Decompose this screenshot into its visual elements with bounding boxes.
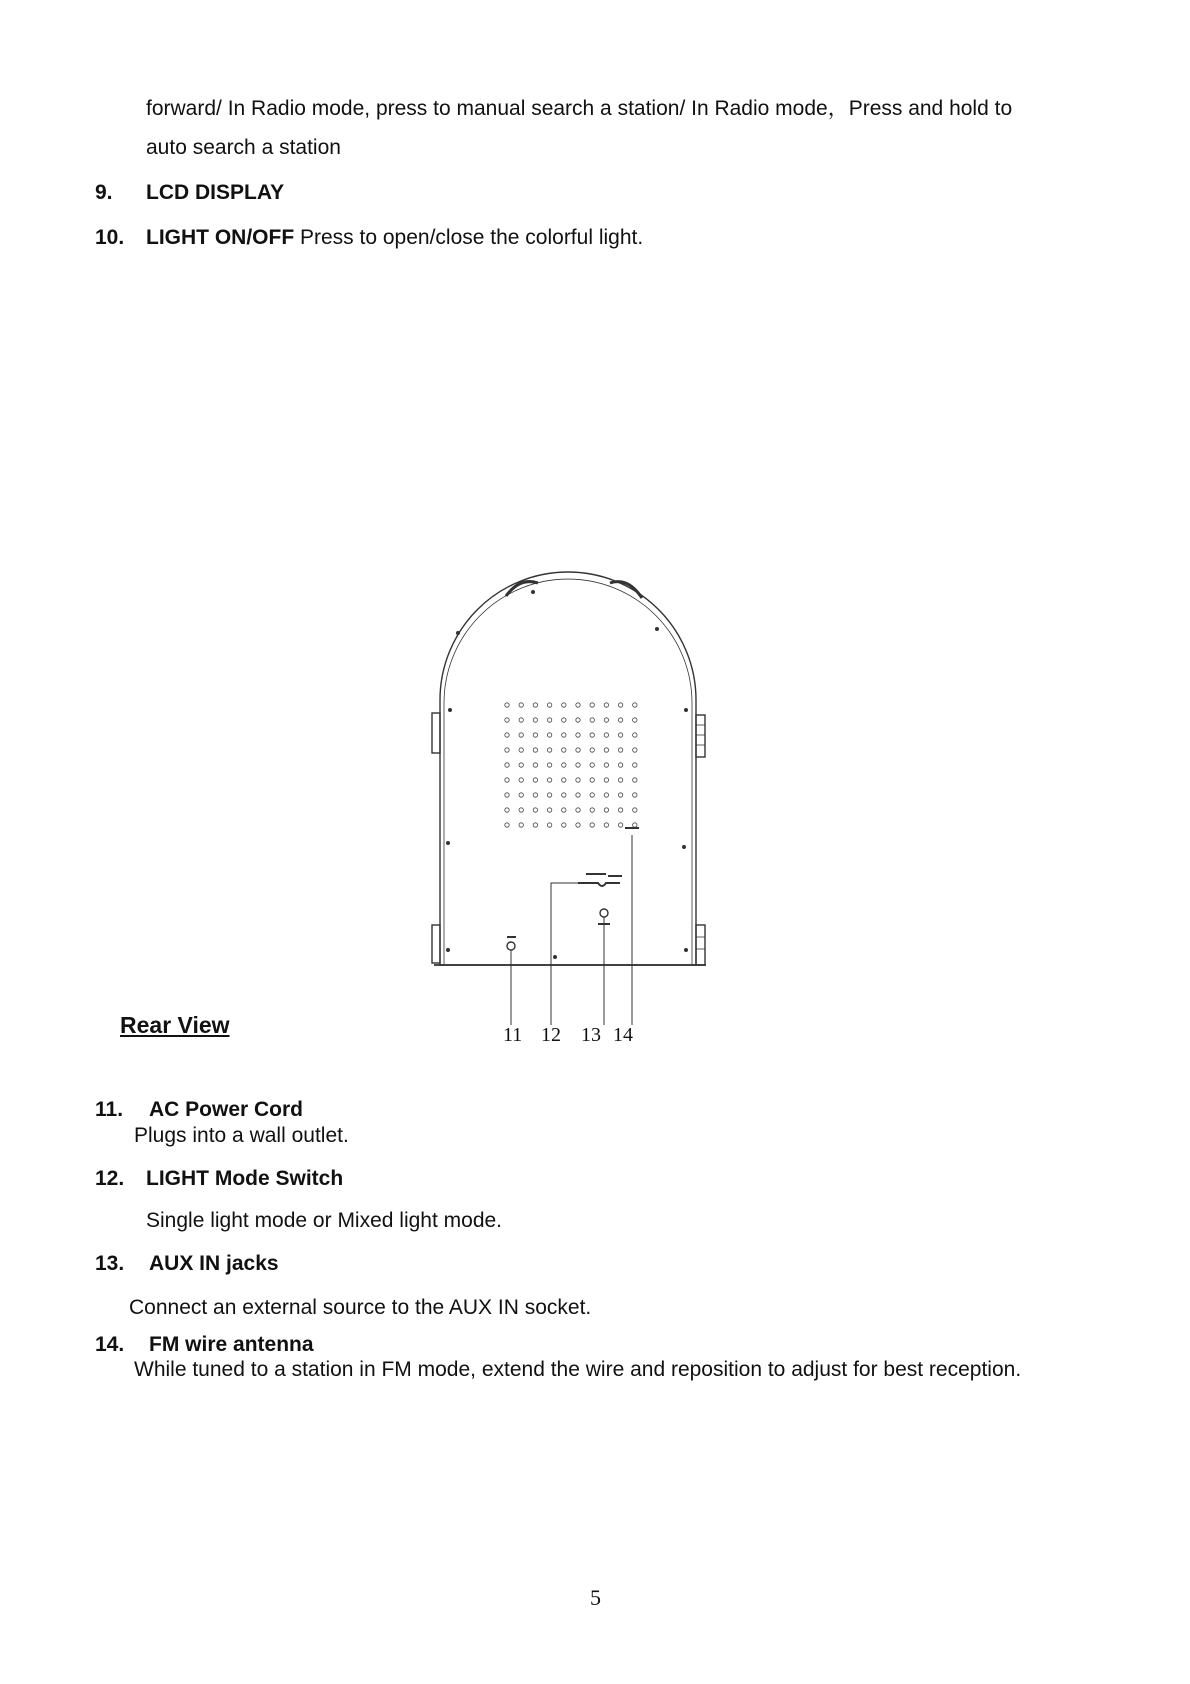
grille-hole [576,718,580,722]
grille-hole [618,733,622,737]
grille-hole [562,733,566,737]
item-12-number: 12. [95,1167,125,1190]
grille-hole [590,763,594,767]
grille-hole [633,778,637,782]
item-14-title: FM wire antenna [149,1333,314,1356]
grille-hole [547,703,551,707]
grille-hole [604,733,608,737]
grille-hole [547,748,551,752]
item-12-title: LIGHT Mode Switch [146,1167,344,1190]
item-13-title: AUX IN jacks [149,1252,279,1275]
screw [446,841,450,845]
grille-hole [604,763,608,767]
grille-hole [618,763,622,767]
grille-hole [533,703,537,707]
grille-hole [590,778,594,782]
grille-hole [562,793,566,797]
item-13-number: 13. [95,1252,125,1275]
grille-hole [505,778,509,782]
item-9-number: 9. [95,181,113,204]
grille-hole [618,808,622,812]
grille-hole [633,808,637,812]
item-12-text: Single light mode or Mixed light mode. [146,1209,503,1232]
grille-hole [547,733,551,737]
screw [655,627,659,631]
grille-hole [633,703,637,707]
grille-hole [519,733,523,737]
grille-hole [562,808,566,812]
grille-hole [618,718,622,722]
grille-hole [533,718,537,722]
grille-hole [618,778,622,782]
grille-hole [576,793,580,797]
grille-hole [576,748,580,752]
callout-14: 14 [613,1024,633,1045]
grille-hole [519,823,523,827]
item-11-text: Plugs into a wall outlet. [134,1124,349,1147]
grille-hole [590,808,594,812]
grille-hole [547,808,551,812]
item-10-line [146,226,643,250]
light-mode-switch [578,883,620,886]
item-13-text: Connect an external source to the AUX IN socket. [129,1296,592,1319]
cabinet-outline [440,572,696,965]
grille-hole [562,748,566,752]
grille-hole [533,748,537,752]
item-10-title: LIGHT ON/OFF [146,226,295,249]
grille-hole [576,703,580,707]
grille-hole [519,703,523,707]
grille-hole [505,718,509,722]
screw-top [531,590,535,594]
item-9-title: LCD DISPLAY [146,181,285,204]
grille-hole [519,718,523,722]
grille-hole [547,823,551,827]
grille-hole [604,703,608,707]
right-hinge-bottom [696,925,705,965]
continuation-line-2: auto search a station [146,136,341,159]
grille-hole [604,748,608,752]
screw [553,955,557,959]
grille-hole [505,763,509,767]
grille-hole [533,778,537,782]
grille-hole [604,808,608,812]
page-number: 5 [590,1585,601,1610]
grille-hole [590,718,594,722]
screw [684,708,688,712]
callout-11: 11 [503,1024,523,1045]
screw [448,708,452,712]
grille-hole [547,763,551,767]
grille-hole [505,748,509,752]
ac-power-cord-exit [507,942,515,950]
screw [446,948,450,952]
grille-hole [505,703,509,707]
screw [684,948,688,952]
grille-hole [533,808,537,812]
grille-hole [633,733,637,737]
item-14-number: 14. [95,1333,125,1356]
item-14-text: While tuned to a station in FM mode, extend the wire and reposition to adjust for best reception. [134,1358,1022,1381]
grille-hole [533,823,537,827]
item-10-number: 10. [95,226,125,249]
grille-hole [576,763,580,767]
grille-hole [633,823,637,827]
grille-hole [618,823,622,827]
callout-13: 13 [581,1024,601,1045]
grille-hole [519,793,523,797]
grille-hole [576,808,580,812]
grille-hole [519,763,523,767]
grille-hole [633,718,637,722]
grille-hole [633,748,637,752]
grille-hole [604,778,608,782]
grille-hole [604,793,608,797]
speaker-grille [505,703,637,827]
screw [682,845,686,849]
grille-hole [590,703,594,707]
grille-hole [604,823,608,827]
grille-hole [547,793,551,797]
grille-hole [604,718,608,722]
grille-hole [590,823,594,827]
grille-hole [633,793,637,797]
continuation-line-1: forward/ In Radio mode, press to manual search a station/ In Radio mode，Press and hold to [146,97,1013,120]
grille-hole [505,823,509,827]
rear-view-caption: Rear View [120,1012,230,1038]
grille-hole [547,718,551,722]
grille-hole [618,793,622,797]
left-hinge-bottom [432,925,440,963]
grille-hole [505,793,509,797]
screw [456,631,460,635]
grille-hole [533,733,537,737]
aux-in-jack [600,909,608,917]
item-11-number: 11. [95,1098,124,1121]
grille-hole [519,748,523,752]
grille-hole [576,778,580,782]
grille-hole [633,763,637,767]
grille-hole [562,718,566,722]
grille-hole [590,748,594,752]
grille-hole [618,703,622,707]
grille-hole [519,778,523,782]
grille-hole [562,823,566,827]
grille-hole [519,808,523,812]
grille-hole [562,703,566,707]
grille-hole [590,793,594,797]
grille-hole [576,823,580,827]
grille-hole [562,778,566,782]
grille-hole [618,748,622,752]
grille-hole [562,763,566,767]
item-11-title: AC Power Cord [149,1098,304,1121]
right-hinge-top [696,715,705,757]
rear-view-diagram [420,555,730,1045]
left-hinge-top [432,713,440,753]
grille-hole [590,733,594,737]
item-10-text: Press to open/close the colorful light. [294,226,644,249]
grille-hole [547,778,551,782]
grille-hole [576,733,580,737]
grille-hole [505,808,509,812]
grille-hole [533,793,537,797]
callout-12: 12 [541,1024,561,1045]
grille-hole [533,763,537,767]
grille-hole [505,733,509,737]
